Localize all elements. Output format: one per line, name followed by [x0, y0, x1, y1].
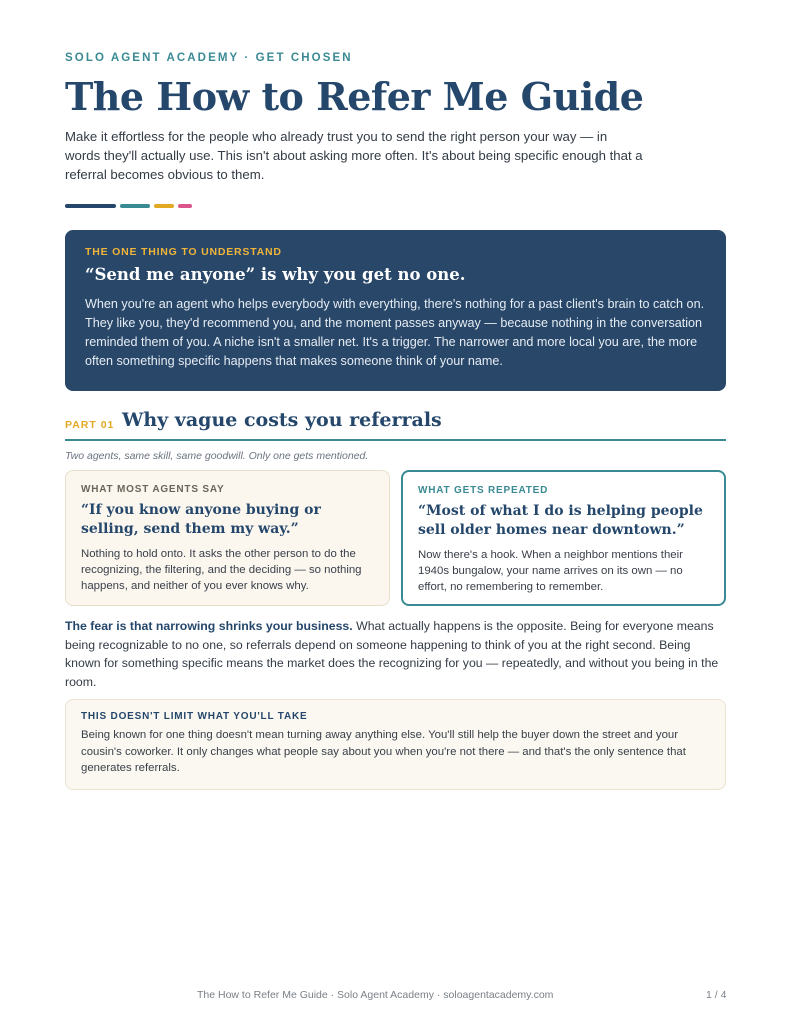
footer-text: The How to Refer Me Guide · Solo Agent Academy · soloagentacademy.com	[197, 989, 554, 1001]
accent-dash-gold	[154, 204, 174, 208]
part-label: PART 01	[65, 419, 115, 431]
card-quote: “Most of what I do is helping people sell older homes near downtown.”	[418, 503, 703, 538]
page-title: The How to Refer Me Guide	[65, 74, 644, 119]
card-body: Nothing to hold onto. It asks the other person to do the recognizing, the filtering, and the deciding — so nothing happens, and neither of you ever knows why.	[81, 548, 362, 592]
note-kicker: THIS DOESN'T LIMIT WHAT YOU'LL TAKE	[81, 711, 308, 722]
card-kicker: WHAT GETS REPEATED	[418, 485, 549, 496]
part-subtitle: Two agents, same skill, same goodwill. Only one gets mentioned.	[65, 450, 369, 462]
intro-text: Make it effortless for the people who already trust you to send the right person your way — in words they'll actually use. This isn't about asking more often. It's about being specific enough that a referral becomes obvious to them.	[65, 129, 643, 182]
note-body: Being known for one thing doesn't mean turning away anything else. You'll still help the buyer down the street and your cousin's coworker. It only changes what people say about you when you're not there — and that's the only sentence that generates referrals.	[81, 729, 686, 774]
card-kicker: WHAT MOST AGENTS SAY	[81, 484, 225, 495]
vague-pitch-card	[65, 470, 390, 606]
callout-heading: “Send me anyone” is why you get no one.	[85, 265, 466, 284]
note-callout	[65, 699, 726, 790]
paragraph-rest: What actually happens is the opposite. Being for everyone means being recognizable to no one, so referrals depend on someone happening to think of you at the right second. Being known for something specific means the market does the recognizing for you — repeatedly, and without you being in the room.	[65, 619, 719, 689]
part-title: Why vague costs you referrals	[122, 409, 442, 431]
key-insight-callout	[65, 230, 726, 391]
accent-dash-navy	[65, 204, 116, 208]
accent-dash-teal	[120, 204, 150, 208]
card-quote: “If you know anyone buying or selling, send them my way.”	[81, 502, 321, 537]
callout-body: When you're an agent who helps everybody with everything, there's nothing for a past client's brain to catch on. They like you, they'd recommend you, and the moment passes anyway — because nothing in the conversation reminded them of you. A niche isn't a smaller net. It's a trigger. The narrower and more local you are, the more often something specific happens that makes someone think of your name.	[85, 297, 705, 368]
eyebrow: SOLO AGENT ACADEMY · GET CHOSEN	[65, 52, 353, 64]
page-number: 1 / 4	[706, 989, 727, 1001]
callout-kicker: THE ONE THING TO UNDERSTAND	[85, 246, 282, 258]
body-paragraph	[65, 617, 726, 691]
accent-dash-pink	[178, 204, 192, 208]
section-divider	[65, 439, 726, 441]
specific-pitch-card	[401, 470, 726, 606]
paragraph-lead: The fear is that narrowing shrinks your business.	[65, 619, 353, 633]
card-body: Now there's a hook. When a neighbor mentions their 1940s bungalow, your name arrives on its own — no effort, no remembering to remember.	[418, 549, 683, 593]
